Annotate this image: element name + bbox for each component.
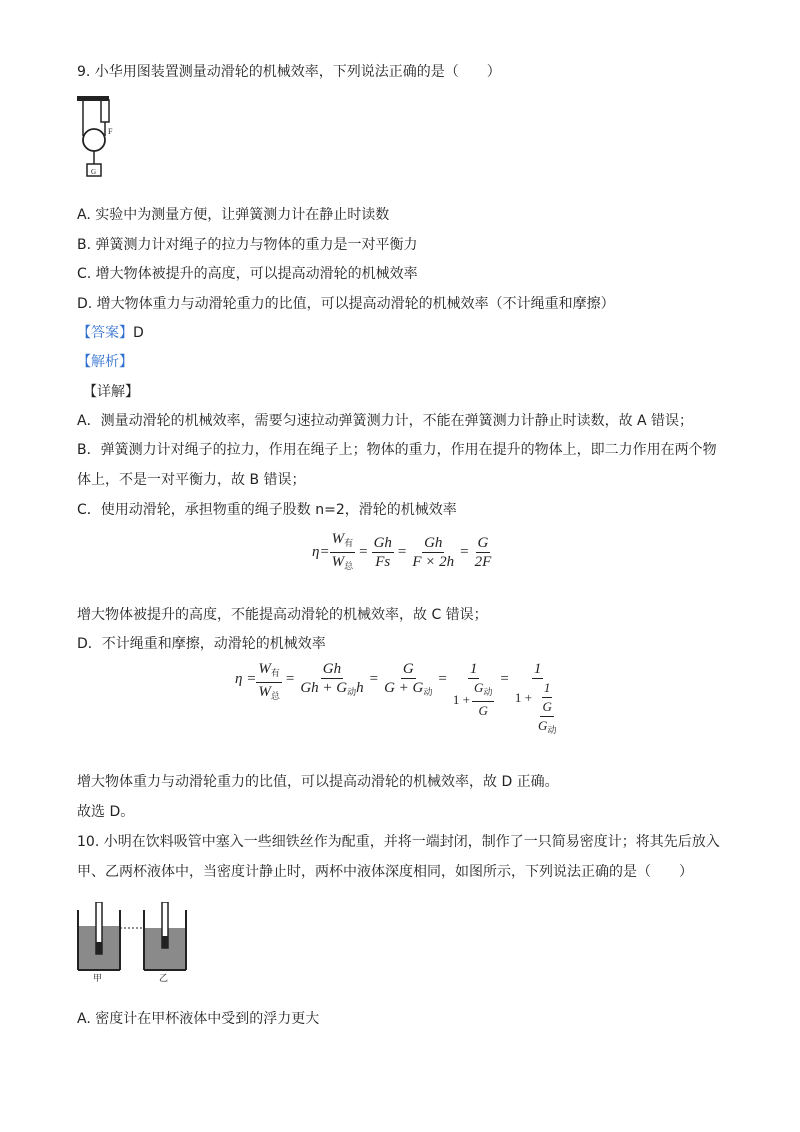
- detail-label: 【详解】: [83, 384, 139, 400]
- q10-stem-line1: 10. 小明在饮料吸管中塞入一些细铁丝作为配重，并将一端封闭，制作了一只简易密度计；将其先后放入: [77, 834, 720, 850]
- explanation-a: A．测量动滑轮的机械效率，需要匀速拉动弹簧测力计，不能在弹簧测力计静止时读数，故 A 错误；: [77, 413, 694, 429]
- fraction-one-over-ratio: 1 1 + $\frac{G_动}{G}$: [452, 661, 493, 718]
- fraction-g-2f: $\frac{G}{2F}$: [474, 535, 492, 570]
- answer-label: 【答案】: [77, 325, 133, 341]
- explanation-c: C．使用动滑轮，承担物重的绳子股数 n=2，滑轮的机械效率: [77, 502, 457, 518]
- fraction-g-total: $\frac{G}{G + G_动}$: [384, 661, 433, 697]
- work-ratio: $\frac{W_有}{W_总}$: [331, 531, 354, 571]
- analysis-label: 【解析】: [77, 354, 133, 370]
- q9-stem: 9. 小华用图装置测量动滑轮的机械效率，下列说法正确的是（ ）: [77, 64, 501, 80]
- q9-option-c: C. 增大物体被提升的高度，可以提高动滑轮的机械效率: [77, 266, 418, 282]
- q9-option-a: A. 实验中为测量方便，让弹簧测力计在静止时读数: [77, 207, 390, 223]
- beaker-label-yi: 乙: [159, 974, 169, 982]
- explanation-b-line1: B．弹簧测力计对绳子的拉力，作用在绳子上；物体的重力，作用在提升的物体上，即二力作用在两个物: [77, 442, 717, 458]
- force-label: F: [108, 127, 113, 136]
- q10-option-a: A. 密度计在甲杯液体中受到的浮力更大: [77, 1011, 320, 1027]
- answer-line: [77, 323, 144, 343]
- fraction-gh-total: $\frac{Gh}{Gh + G_动h}$: [300, 661, 364, 697]
- q9-option-b: B. 弹簧测力计对绳子的拉力与物体的重力是一对平衡力: [77, 237, 418, 253]
- q10-stem-line2: 甲、乙两杯液体中，当密度计静止时，两杯中液体深度相同，如图所示，下列说法正确的是（ ）: [77, 864, 693, 880]
- efficiency-formula-2: η = $\frac{W_有}{W_总}$ = $\frac{Gh}{Gh + G_动h}$ = $\frac{G}{G + G_动}$ = 1 1 + $\frac{G_动}{G}$ = 1 1 + $\frac{1}{\frac{G}{G_动}}$: [235, 660, 562, 739]
- beaker-label-jia: 甲: [93, 974, 103, 982]
- fraction-gh-fs: $\frac{Gh}{Fs}$: [373, 535, 392, 570]
- beakers-figure: [75, 902, 205, 982]
- efficiency-formula-1: η= $\frac{W_有}{W_总}$ = $\frac{Gh}{Fs}$ = $\frac{Gh}{F \times 2h}$ = $\frac{G}{2F}$: [312, 530, 493, 575]
- work-ratio-2: $\frac{W_有}{W_总}$: [258, 661, 280, 701]
- fraction-gh-f2h: $\frac{Gh}{F \times 2h}$: [412, 535, 455, 570]
- explanation-d: D．不计绳重和摩擦，动滑轮的机械效率: [77, 636, 326, 652]
- weight-label: G: [91, 168, 97, 176]
- q9-option-d: D. 增大物体重力与动滑轮重力的比值，可以提高动滑轮的机械效率（不计绳重和摩擦）: [77, 296, 615, 312]
- pulley-figure: [75, 94, 115, 184]
- explanation-c-conclusion: 增大物体被提升的高度，不能提高动滑轮的机械效率，故 C 错误；: [77, 607, 488, 623]
- fraction-nested: 1 1 + $\frac{1}{\frac{G}{G_动}}$: [514, 661, 557, 735]
- answer-value: D: [133, 325, 144, 341]
- explanation-b-line2: 体上，不是一对平衡力，故 B 错误；: [77, 472, 306, 488]
- eta-label: η=: [312, 544, 330, 560]
- final-choice: 故选 D。: [77, 804, 135, 820]
- explanation-d-conclusion: 增大物体重力与动滑轮重力的比值，可以提高动滑轮的机械效率，故 D 正确。: [77, 774, 559, 790]
